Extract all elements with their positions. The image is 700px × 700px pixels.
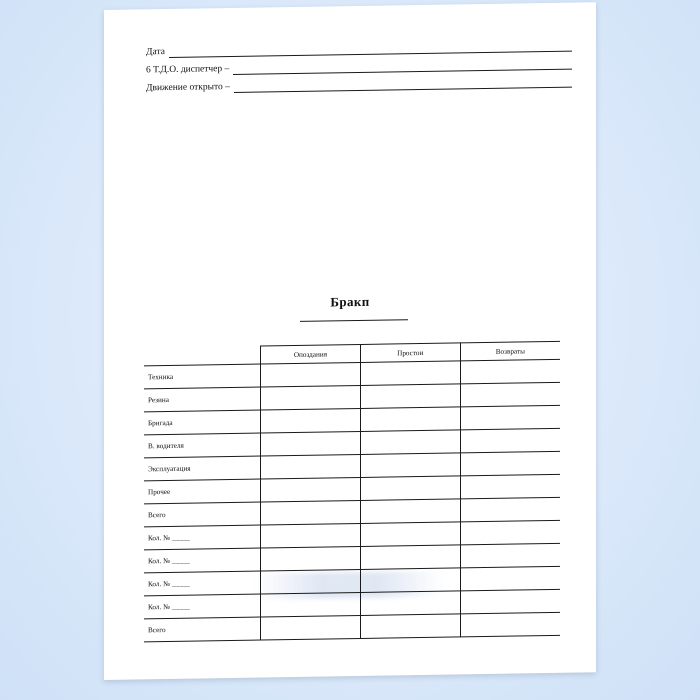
row-cell-returns[interactable] bbox=[460, 589, 560, 614]
row-cell-downtime[interactable] bbox=[360, 522, 460, 547]
row-cell-returns[interactable] bbox=[460, 451, 560, 476]
row-cell-delays[interactable] bbox=[261, 546, 361, 571]
row-cell-returns[interactable] bbox=[460, 612, 560, 637]
row-cell-downtime[interactable] bbox=[360, 568, 460, 593]
document-content bbox=[104, 2, 596, 680]
table-header-cell-returns: Возвраты bbox=[460, 341, 560, 361]
page-title: Бракп bbox=[330, 293, 370, 310]
row-label: Кол. № _____ bbox=[144, 548, 261, 573]
header-field-dispatcher-label: 6 Т.Д.О. диспетчер – bbox=[146, 64, 230, 76]
row-cell-downtime[interactable] bbox=[360, 591, 460, 616]
row-label: Кол. № _____ bbox=[144, 525, 261, 550]
header-field-traffic-open-line[interactable] bbox=[234, 79, 572, 93]
row-cell-returns[interactable] bbox=[460, 520, 560, 545]
row-cell-returns[interactable] bbox=[460, 382, 560, 407]
row-cell-downtime[interactable] bbox=[360, 430, 460, 455]
row-label: Техника bbox=[144, 364, 261, 389]
row-cell-delays[interactable] bbox=[261, 477, 361, 502]
row-cell-downtime[interactable] bbox=[360, 545, 460, 570]
row-label: Резина bbox=[144, 387, 261, 412]
row-cell-returns[interactable] bbox=[460, 405, 560, 430]
row-cell-delays[interactable] bbox=[261, 454, 361, 479]
row-label: Кол. № _____ bbox=[144, 571, 261, 596]
row-label: Эксплуатация bbox=[144, 456, 261, 481]
row-cell-downtime[interactable] bbox=[360, 361, 460, 386]
row-label: В. водителя bbox=[144, 433, 261, 458]
row-cell-downtime[interactable] bbox=[360, 476, 460, 501]
table-header-cell-delays: Опоздания bbox=[261, 344, 361, 364]
row-label: Бригада bbox=[144, 410, 261, 435]
row-label: Прочее bbox=[144, 479, 261, 504]
row-cell-returns[interactable] bbox=[460, 428, 560, 453]
row-cell-downtime[interactable] bbox=[360, 499, 460, 524]
row-label: Всего bbox=[144, 617, 261, 642]
row-cell-delays[interactable] bbox=[261, 385, 361, 410]
row-cell-downtime[interactable] bbox=[360, 384, 460, 409]
row-label: Кол. № _____ bbox=[144, 594, 261, 619]
row-cell-returns[interactable] bbox=[460, 497, 560, 522]
row-cell-delays[interactable] bbox=[261, 592, 361, 617]
header-field-traffic-open[interactable] bbox=[146, 77, 572, 95]
row-cell-delays[interactable] bbox=[261, 362, 361, 387]
header-field-date[interactable] bbox=[146, 41, 572, 59]
title-underline bbox=[300, 319, 408, 322]
header-field-dispatcher[interactable] bbox=[146, 59, 572, 77]
table-header-cell-blank bbox=[144, 346, 261, 366]
header-field-date-label: Дата bbox=[146, 47, 165, 58]
row-cell-delays[interactable] bbox=[261, 500, 361, 525]
row-cell-returns[interactable] bbox=[460, 359, 560, 384]
row-cell-delays[interactable] bbox=[261, 408, 361, 433]
row-cell-downtime[interactable] bbox=[360, 614, 460, 639]
header-field-dispatcher-line[interactable] bbox=[233, 61, 572, 75]
row-cell-delays[interactable] bbox=[261, 523, 361, 548]
document-sheet bbox=[104, 2, 596, 680]
table-header-cell-downtime: Простои bbox=[360, 343, 460, 363]
row-cell-downtime[interactable] bbox=[360, 453, 460, 478]
row-cell-delays[interactable] bbox=[261, 431, 361, 456]
row-cell-returns[interactable] bbox=[460, 474, 560, 499]
row-cell-delays[interactable] bbox=[261, 569, 361, 594]
row-label: Всего bbox=[144, 502, 261, 527]
defects-table-wrapper bbox=[144, 341, 560, 643]
row-cell-downtime[interactable] bbox=[360, 407, 460, 432]
header-field-date-line[interactable] bbox=[169, 43, 572, 58]
defects-table bbox=[144, 341, 560, 643]
row-cell-returns[interactable] bbox=[460, 543, 560, 568]
row-cell-delays[interactable] bbox=[261, 615, 361, 640]
row-cell-returns[interactable] bbox=[460, 566, 560, 591]
header-field-traffic-open-label: Движение открыто – bbox=[146, 82, 230, 94]
